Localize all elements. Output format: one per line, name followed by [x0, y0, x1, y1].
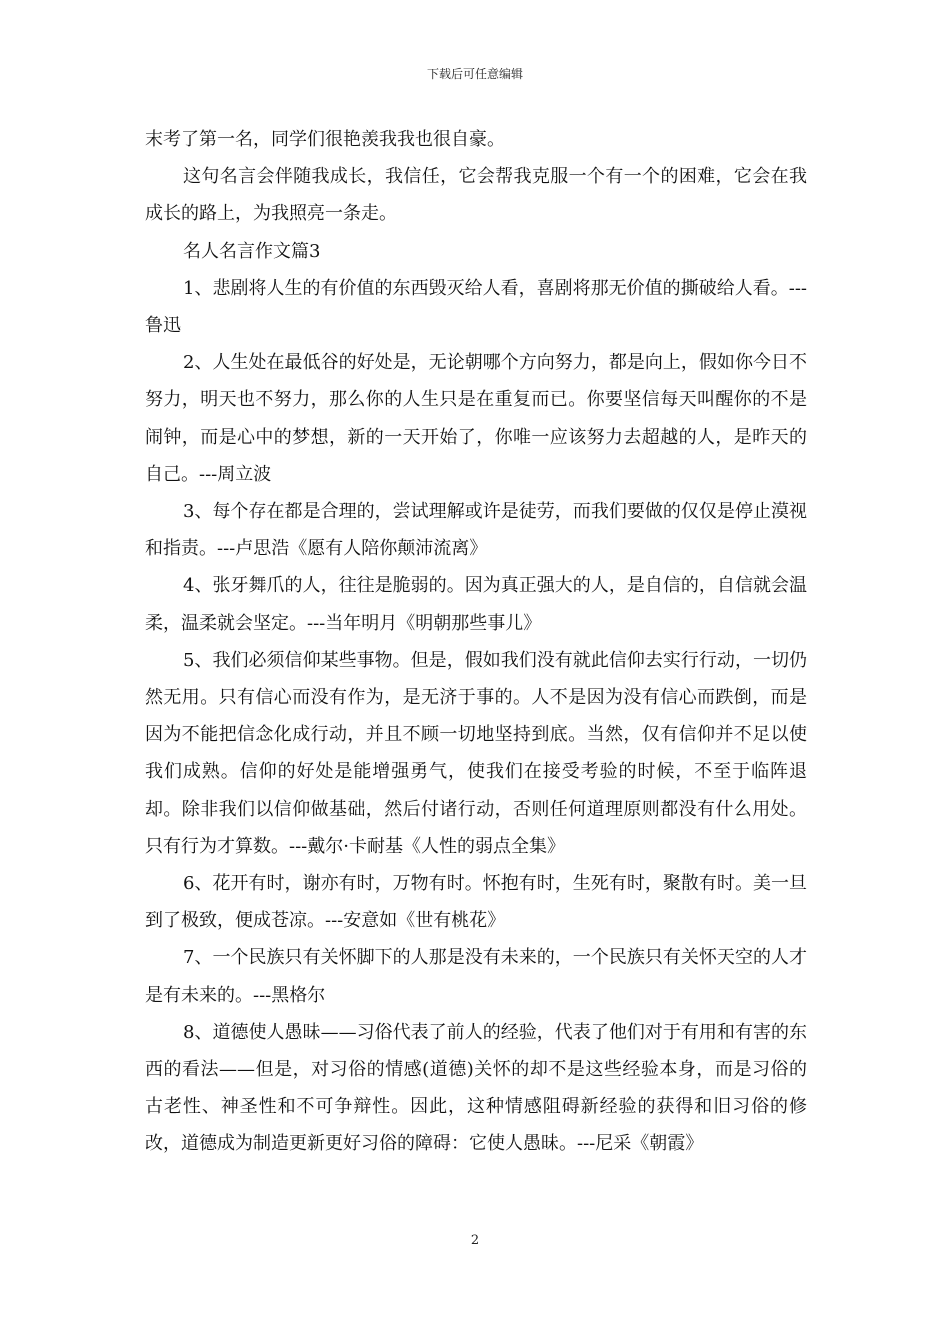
quote-item-2: 2、人生处在最低谷的好处是，无论朝哪个方向努力，都是向上，假如你今日不努力，明天也不努力，那么你的人生只是在重复而已。你要坚信每天叫醒你的不是闹钟，而是心中的梦想，新的一天开始了，你唯一应该努力去超越的人，是昨天的自己。---周立波	[145, 352, 807, 485]
quote-item-3: 3、每个存在都是合理的，尝试理解或许是徒劳，而我们要做的仅仅是停止漠视和指责。---卢思浩《愿有人陪你颠沛流离》	[145, 501, 807, 560]
section-heading: 名人名言作文篇3	[183, 240, 321, 262]
quote-item-6: 6、花开有时，谢亦有时，万物有时。怀抱有时，生死有时，聚散有时。美一旦到了极致，便成苍凉。---安意如《世有桃花》	[145, 873, 807, 932]
quote-item-8: 8、道德使人愚昧——习俗代表了前人的经验，代表了他们对于有用和有害的东西的看法——但是，对习俗的情感(道德)关怀的却不是这些经验本身，而是习俗的古老性、神圣性和不可争辩性。因此，这种情感阻碍新经验的获得和旧习俗的修改，道德成为制造更新更好习俗的障碍：它使人愚昧。---尼采《朝霞》	[145, 1021, 807, 1155]
document-body	[145, 121, 807, 1163]
page-header: 下载后可任意编辑	[426, 67, 523, 81]
quote-item-7: 7、一个民族只有关怀脚下的人那是没有未来的，一个民族只有关怀天空的人才是有未来的。---黑格尔	[145, 947, 807, 1006]
page-number: 2	[470, 1233, 480, 1248]
quote-item-4: 4、张牙舞爪的人，往往是脆弱的。因为真正强大的人，是自信的，自信就会温柔，温柔就会坚定。---当年明月《明朝那些事儿》	[145, 575, 807, 634]
paragraph-continuation: 末考了第一名，同学们很艳羡我我也很自豪。	[145, 129, 505, 150]
paragraph: 这句名言会伴随我成长，我信任，它会帮我克服一个有一个的困难，它会在我成长的路上，为我照亮一条走。	[145, 166, 807, 225]
quote-item-5: 5、我们必须信仰某些事物。但是，假如我们没有就此信仰去实行行动，一切仍然无用。只有信心而没有作为，是无济于事的。人不是因为没有信心而跌倒，而是因为不能把信念化成行动，并且不顾一切地坚持到底。当然，仅有信仰并不足以使我们成熟。信仰的好处是能增强勇气，使我们在接受考验的时候，不至于临阵退却。除非我们以信仰做基础，然后付诸行动，否则任何道理原则都没有什么用处。只有行为才算数。---戴尔·卡耐基《人性的弱点全集》	[145, 649, 807, 857]
quote-item-1: 1、悲剧将人生的有价值的东西毁灭给人看，喜剧将那无价值的撕破给人看。---鲁迅	[145, 277, 807, 337]
